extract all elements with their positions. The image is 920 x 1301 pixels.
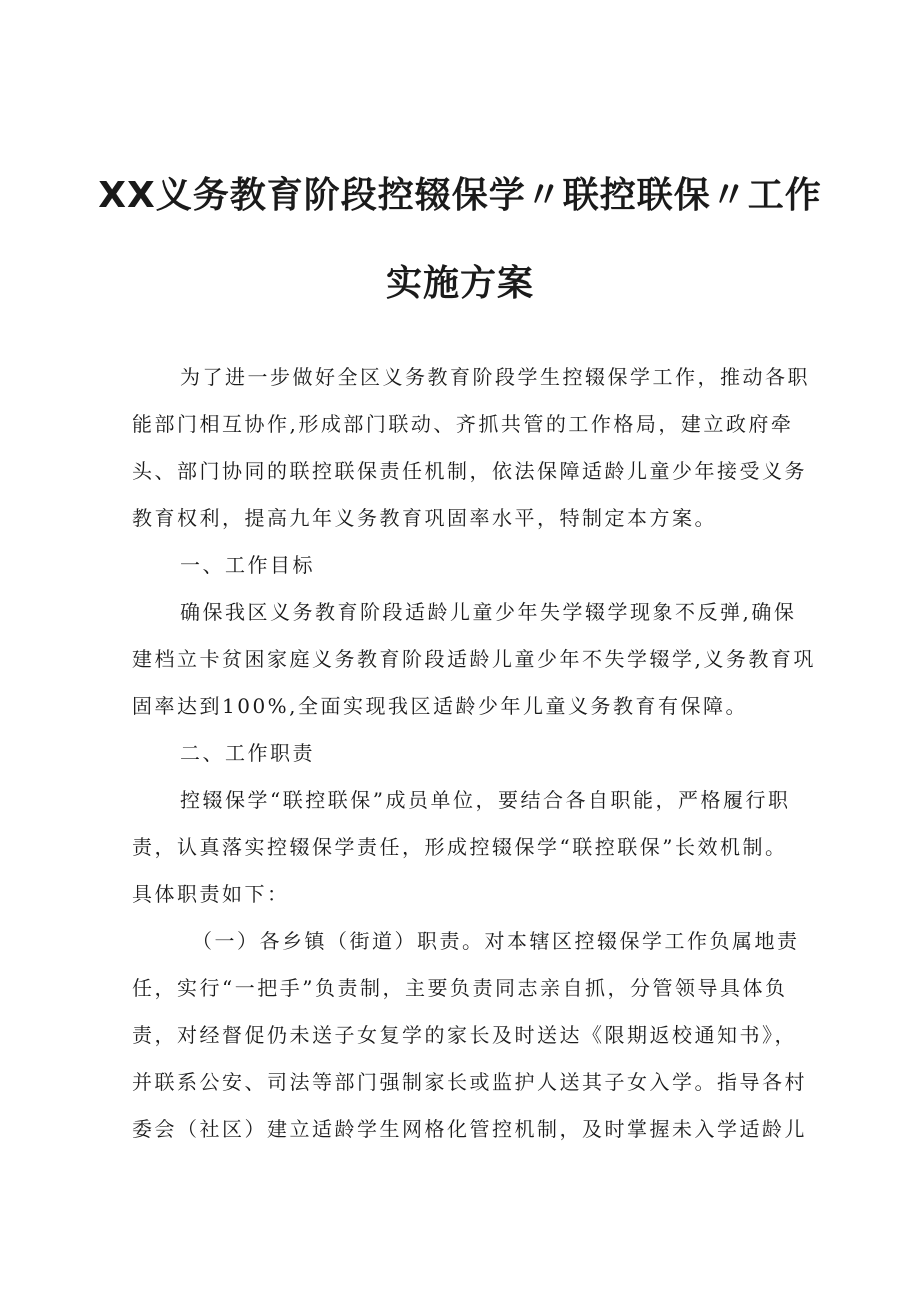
text-line: 委会（社区）建立适龄学生网格化管控机制，及时掌握未入学适龄儿	[132, 1117, 807, 1141]
section-heading-text: 一、工作目标	[180, 553, 315, 577]
text-line: 责，认真落实控辍保学责任，形成控辍保学“联控联保”长效机制。	[132, 835, 788, 859]
document-title-line-1: XX义务教育阶段控辍保学〃联控联保〃工作	[98, 175, 822, 216]
text-line: 并联系公安、司法等部门强制家长或监护人送其子女入学。指导各村	[132, 1070, 807, 1094]
paragraph-intro	[132, 354, 810, 542]
section-heading-duties	[132, 730, 792, 777]
text-line: 为了进一步做好全区义务教育阶段学生控辍保学工作，推动各职	[180, 365, 810, 389]
text-line: 确保我区义务教育阶段适龄儿童少年失学辍学现象不反弹,确保	[180, 600, 797, 624]
paragraph-township-duties	[132, 918, 807, 1153]
document-title-line-2: 实施方案	[385, 263, 534, 304]
text-line: 教育权利，提高九年义务教育巩固率水平，特制定本方案。	[132, 506, 717, 530]
text-line: 具体职责如下：	[132, 882, 290, 906]
paragraph-goals	[132, 589, 816, 730]
section-heading-goals	[132, 542, 792, 589]
text-line: 固率达到100%,全面实现我区适龄少年儿童义务教育有保障。	[132, 694, 749, 718]
paragraph-duties	[132, 777, 792, 918]
text-line: 控辍保学“联控联保”成员单位，要结合各自职能，严格履行职	[180, 788, 791, 812]
text-line: 能部门相互协作,形成部门联动、齐抓共管的工作格局，建立政府牵	[132, 412, 794, 436]
section-heading-text: 二、工作职责	[180, 741, 315, 765]
text-line: 任，实行“一把手”负责制，主要负责同志亲自抓，分管领导具体负	[132, 976, 788, 1000]
text-line: （一）各乡镇（街道）职责。对本辖区控辍保学工作负属地责	[192, 929, 800, 953]
text-line: 头、部门协同的联控联保责任机制，依法保障适龄儿童少年接受义务	[132, 459, 807, 483]
text-line: 建档立卡贫困家庭义务教育阶段适龄儿童少年不失学辍学,义务教育巩	[132, 647, 816, 671]
text-line: 责，对经督促仍未送子女复学的家长及时送达《限期返校通知书》，	[132, 1023, 797, 1047]
